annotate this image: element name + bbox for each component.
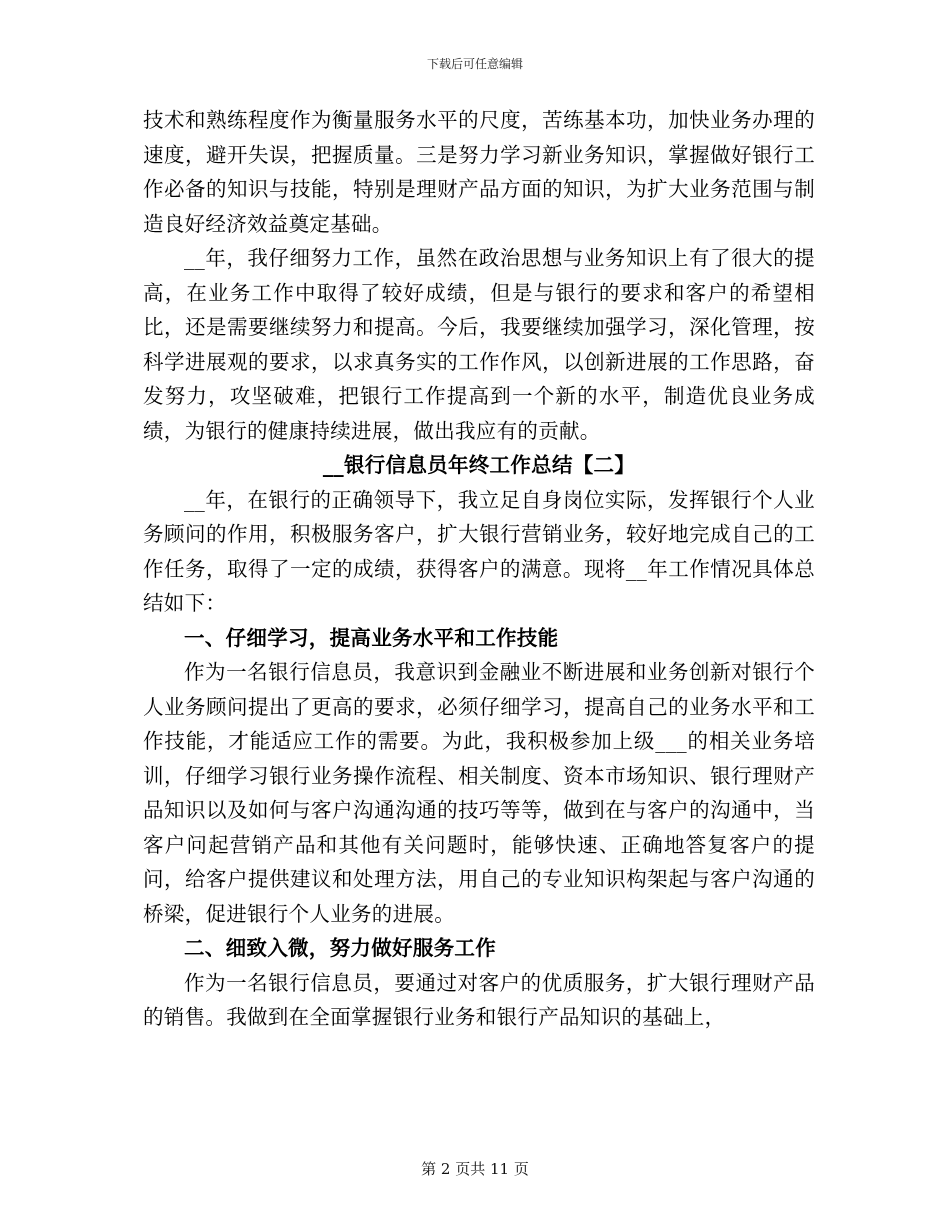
paragraph-4: 作为一名银行信息员，我意识到金融业不断进展和业务创新对银行个人业务顾问提出了更高的要求，必须仔细学习，提高自己的业务水平和工作技能，才能适应工作的需要。为此，我积极参加上级___的相关业务培训，仔细学习银行业务操作流程、相关制度、资本市场知识、银行理财产品知识以及如何与客户沟通沟通的技巧等等，做到在与客户的沟通中，当客户问起营销产品和其他有关问题时，能够快速、正确地答复客户的提问，给客户提供建议和处理方法，用自己的专业知识构架起与客户沟通的桥梁，促进银行个人业务的进展。 bbox=[143, 660, 815, 926]
paragraph-1: 技术和熟练程度作为衡量服务水平的尺度，苦练基本功，加快业务办理的速度，避开失误，把握质量。三是努力学习新业务知识，掌握做好银行工作必备的知识与技能，特别是理财产品方面的知识，为扩大业务范围与制造良好经济效益奠定基础。 bbox=[143, 108, 815, 236]
page-header: 下载后可任意编辑 bbox=[426, 57, 523, 71]
paragraph-2: __年，我仔细努力工作，虽然在政治思想与业务知识上有了很大的提高，在业务工作中取得了较好成绩，但是与银行的要求和客户的希望相比，还是需要继续努力和提高。今后，我要继续加强学习，深化管理，按科学进展观的要求，以求真务实的工作作风，以创新进展的工作思路，奋发努力，攻坚破难，把银行工作提高到一个新的水平，制造优良业务成绩，为银行的健康持续进展，做出我应有的贡献。 bbox=[143, 246, 815, 443]
paragraph-3: __年，在银行的正确领导下，我立足自身岗位实际，发挥银行个人业务顾问的作用，积极服务客户，扩大银行营销业务，较好地完成自己的工作任务，取得了一定的成绩，获得客户的满意。现将__年工作情况具体总结如下： bbox=[143, 487, 815, 615]
section-title: __银行信息员年终工作总结【二】 bbox=[322, 453, 636, 477]
section-2-heading: 二、细致入微，努力做好服务工作 bbox=[184, 936, 496, 960]
page-number: 第 2 页共 11 页 bbox=[421, 1160, 529, 1178]
document-body bbox=[143, 103, 815, 1035]
paragraph-5: 作为一名银行信息员，要通过对客户的优质服务，扩大银行理财产品的销售。我做到在全面掌握银行业务和银行产品知识的基础上， bbox=[143, 970, 815, 1029]
section-1-heading: 一、仔细学习，提高业务水平和工作技能 bbox=[184, 625, 559, 650]
